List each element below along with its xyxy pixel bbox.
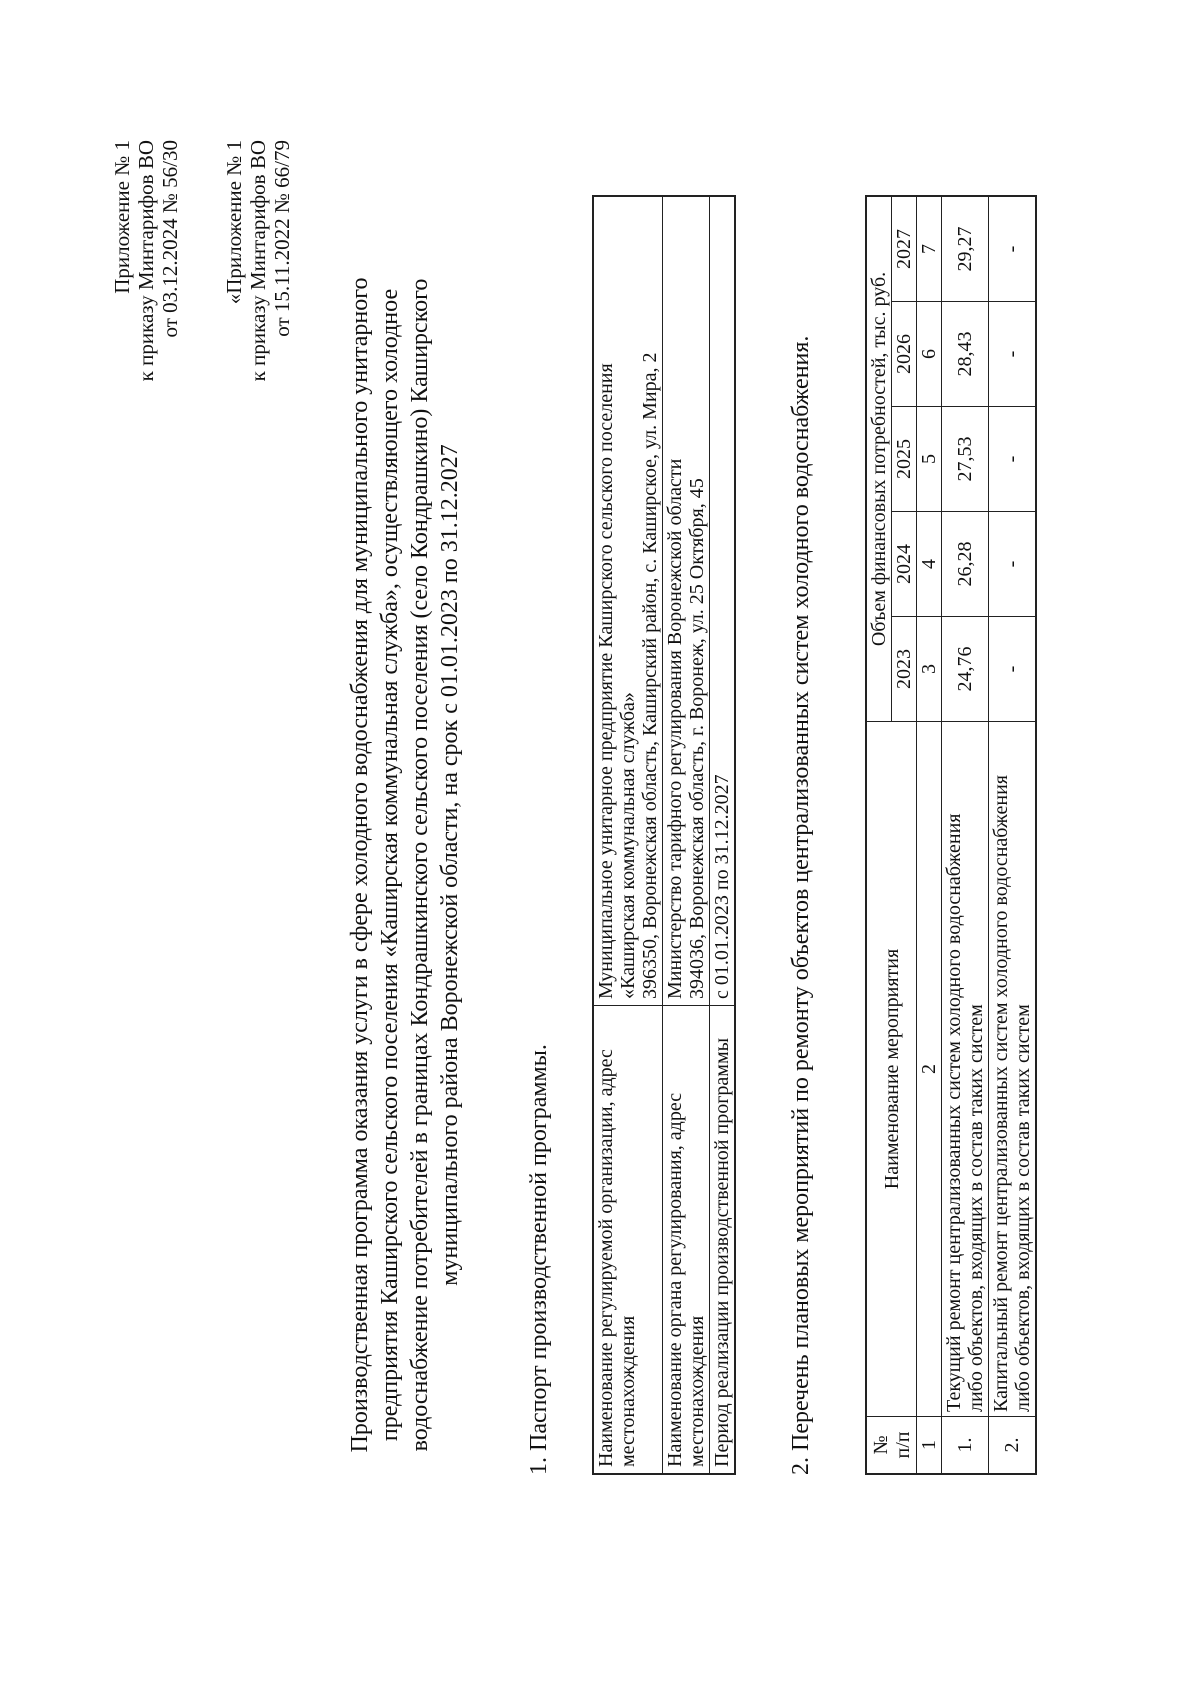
column-index: 1 — [917, 1417, 942, 1475]
cell-text: с 01.01.2023 по 31.12.2027 — [711, 774, 733, 999]
passport-table — [592, 195, 736, 1475]
cell-text: п/п — [891, 1431, 914, 1459]
value-cell: - — [989, 617, 1037, 722]
passport-label-cell — [663, 1006, 710, 1475]
approval-line: к приказу Минтарифов ВО — [134, 140, 158, 382]
table-row — [663, 196, 710, 1474]
value-cell: 26,28 — [942, 512, 989, 617]
passport-value-cell — [710, 196, 736, 1006]
passport-heading: 1. Паспорт производственной программы. — [526, 1044, 552, 1475]
cell-text: «Каширская коммунальная служба» — [617, 692, 639, 999]
approval-line: к приказу Минтарифов ВО — [246, 140, 270, 382]
table-row — [989, 196, 1037, 1474]
cell-text: Муниципальное унитарное предприятие Каширского сельского поселения — [595, 363, 617, 999]
cell-text: 396350, Воронежская область, Каширский район, с. Каширское, ул. Мира, 2 — [639, 352, 661, 999]
approval-line: Приложение № 1 — [110, 140, 134, 294]
cell-text: Капитальный ремонт централизованных систем холодного водоснабжения — [990, 774, 1012, 1412]
title-line: Производственная программа оказания услуги в сфере холодного водоснабжения для муниципального унитарного — [347, 277, 373, 1453]
cell-text: Период реализации производственной программы — [711, 1037, 733, 1467]
approval-stamp-previous — [222, 140, 294, 381]
title-line: предприятия Каширского сельского поселения «Каширская коммунальная служба», осуществляющего холодное — [377, 288, 403, 1442]
column-header-name: Наименование мероприятия — [866, 722, 917, 1417]
column-header-year: 2024 — [892, 512, 917, 617]
passport-value-cell — [663, 196, 710, 1006]
column-header-year: 2025 — [892, 407, 917, 512]
column-index: 6 — [917, 302, 942, 407]
column-header-year: 2023 — [892, 617, 917, 722]
cell-text: Наименование регулируемой организации, адрес — [595, 1049, 617, 1467]
approval-line: «Приложение № 1 — [222, 140, 246, 305]
cell-text: местонахождения — [686, 1315, 708, 1467]
passport-label-cell — [593, 1006, 663, 1475]
measures-table — [865, 195, 1037, 1475]
title-line: муниципального района Воронежской области, на срок с 01.01.2023 по 31.12.2027 — [437, 444, 463, 1286]
value-cell: - — [989, 196, 1037, 302]
value-cell: 28,43 — [942, 302, 989, 407]
column-header-volume: Объем финансовых потребностей, тыс. руб. — [866, 196, 892, 722]
table-header-row — [866, 196, 892, 1474]
table-row — [710, 196, 736, 1474]
column-index: 3 — [917, 617, 942, 722]
value-cell: - — [989, 407, 1037, 512]
table-row — [593, 196, 663, 1474]
column-index: 4 — [917, 512, 942, 617]
passport-value-cell — [593, 196, 663, 1006]
table-row — [942, 196, 989, 1474]
approval-line: от 03.12.2024 № 56/30 — [158, 140, 182, 338]
column-index: 2 — [917, 722, 942, 1417]
value-cell: - — [989, 302, 1037, 407]
cell-text: либо объектов, входящих в состав таких систем — [1012, 1004, 1034, 1412]
table-index-row — [917, 196, 942, 1474]
column-index: 7 — [917, 196, 942, 302]
column-header-year: 2026 — [892, 302, 917, 407]
column-index: 5 — [917, 407, 942, 512]
measure-name — [989, 722, 1037, 1417]
value-cell: 24,76 — [942, 617, 989, 722]
program-title — [345, 275, 465, 1455]
cell-text: Текущий ремонт централизованных систем холодного водоснабжения — [943, 813, 965, 1412]
approval-line: от 15.11.2022 № 66/79 — [270, 140, 294, 337]
value-cell: - — [989, 512, 1037, 617]
approval-stamp-current — [110, 140, 182, 381]
cell-text: либо объектов, входящих в состав таких систем — [965, 1004, 987, 1412]
column-header-year: 2027 — [892, 196, 917, 302]
cell-text: местонахождения — [617, 1315, 639, 1467]
measure-name — [942, 722, 989, 1417]
passport-label-cell — [710, 1006, 736, 1475]
cell-text: 394036, Воронежская область, г. Воронеж, ул. 25 Октября, 45 — [686, 478, 708, 999]
cell-text: Наименование органа регулирования, адрес — [664, 1092, 686, 1467]
title-line: водоснабжение потребителей в границах Кондрашкинского сельского поселения (село Кондрашкино) Каширского — [407, 278, 433, 1452]
column-header-number — [866, 1417, 917, 1475]
value-cell: 27,53 — [942, 407, 989, 512]
measures-heading: 2. Перечень плановых мероприятий по ремонту объектов централизованных систем холодного водоснабжения. — [788, 335, 814, 1475]
cell-text: Министерство тарифного регулирования Воронежской области — [664, 458, 686, 999]
value-cell: 29,27 — [942, 196, 989, 302]
row-number: 2. — [989, 1417, 1037, 1475]
row-number: 1. — [942, 1417, 989, 1475]
cell-text: № — [869, 1435, 892, 1455]
